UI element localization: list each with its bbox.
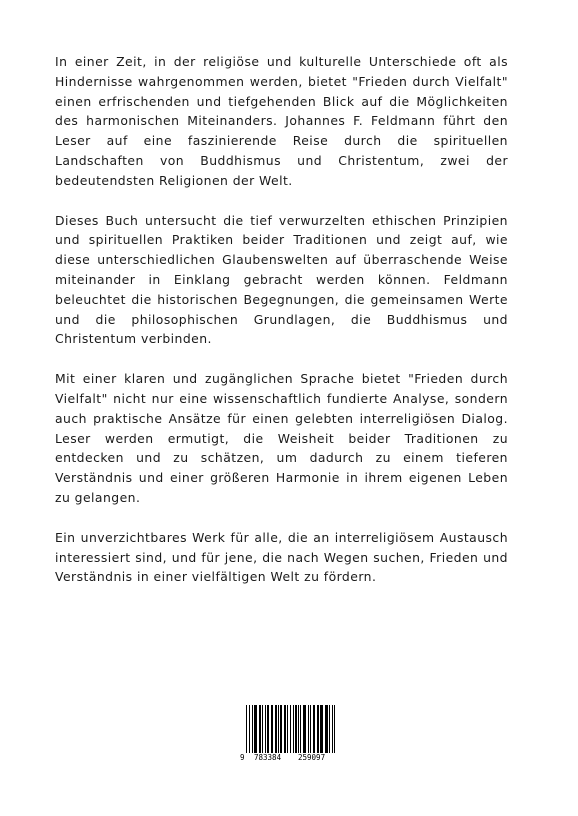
blurb-paragraph-3: Mit einer klaren und zugänglichen Sprache bietet "Frieden durch Vielfalt" nicht nur eine wissenschaftlich fundierte Analyse, sondern auch praktische Ansätze für einen gelebten interreligiösen Dialog. Leser werden ermutigt, die Weisheit beider Traditionen zu entdecken und zu schätzen, um dadurch zu einem tieferen Verständnis und einer größeren Harmonie in ihrem eigenen Leben zu gelangen. <box>55 371 508 505</box>
barcode-bar <box>280 705 282 753</box>
barcode-bar <box>332 705 333 753</box>
blurb-paragraph-2: Dieses Buch untersucht die tief verwurzelten ethischen Prinzipien und spirituellen Praktiken beider Traditionen und zeigt auf, wie diese unterschiedlichen Glaubenswelten auf überraschende Weise miteinander in Einklang gebracht werden können. Feldmann beleuchtet die historischen Begegnungen, die gemeinsamen Werte und die philosophischen Grundlagen, die Buddhismus und Christentum verbinden. <box>55 212 508 347</box>
isbn-barcode <box>240 705 340 763</box>
barcode-bar <box>295 705 297 753</box>
barcode-bar <box>303 705 306 753</box>
barcode-bar <box>293 705 294 753</box>
barcode-bar <box>300 705 301 753</box>
barcode-bar <box>259 705 261 753</box>
barcode-bar <box>325 705 328 753</box>
barcode-bar <box>271 705 273 753</box>
barcode-bar <box>313 705 315 753</box>
barcode-bar <box>298 705 299 753</box>
barcode-bar <box>308 705 309 753</box>
barcode-bar <box>329 705 330 753</box>
barcode-bar <box>287 705 288 753</box>
barcode-bar <box>278 705 279 753</box>
barcode-digit-group-left: 783384 <box>254 753 282 762</box>
barcode-digit-group-right: 259097 <box>298 753 326 762</box>
barcode-bar <box>262 705 263 753</box>
barcode-bar <box>265 705 266 753</box>
blurb-paragraph-1: In einer Zeit, in der religiöse und kulturelle Unterschiede oft als Hindernisse wahrgenommen werden, bietet "Frieden durch Vielfalt" einen erfrischenden und tiefgehenden Blick auf die Möglichkeiten des harmonischen Miteinanders. Johannes F. Feldmann führt den Leser auf eine faszinierende Reise durch die spirituellen Landschaften von Buddhismus und Christentum, zwei der bedeutendsten Religionen der Welt. <box>55 54 508 188</box>
barcode-bar <box>275 705 277 753</box>
barcode-bar <box>310 705 311 753</box>
barcode-bar <box>254 705 257 753</box>
barcode-bar <box>252 705 253 753</box>
barcode-bar <box>317 705 319 753</box>
blurb-paragraph-4: Ein unverzichtbares Werk für alle, die an interreligiösem Austausch interessiert sind, und für jene, die nach Wegen suchen, Frieden und Verständnis in einer vielfältigen Welt zu fördern. <box>55 529 508 585</box>
barcode-bar <box>249 705 250 753</box>
barcode-bar <box>267 705 269 753</box>
barcode-digits <box>240 753 340 763</box>
barcode-bar <box>284 705 286 753</box>
barcode-bar <box>320 705 323 753</box>
barcode-digit-first: 9 <box>240 753 245 762</box>
back-cover-text <box>55 52 508 607</box>
